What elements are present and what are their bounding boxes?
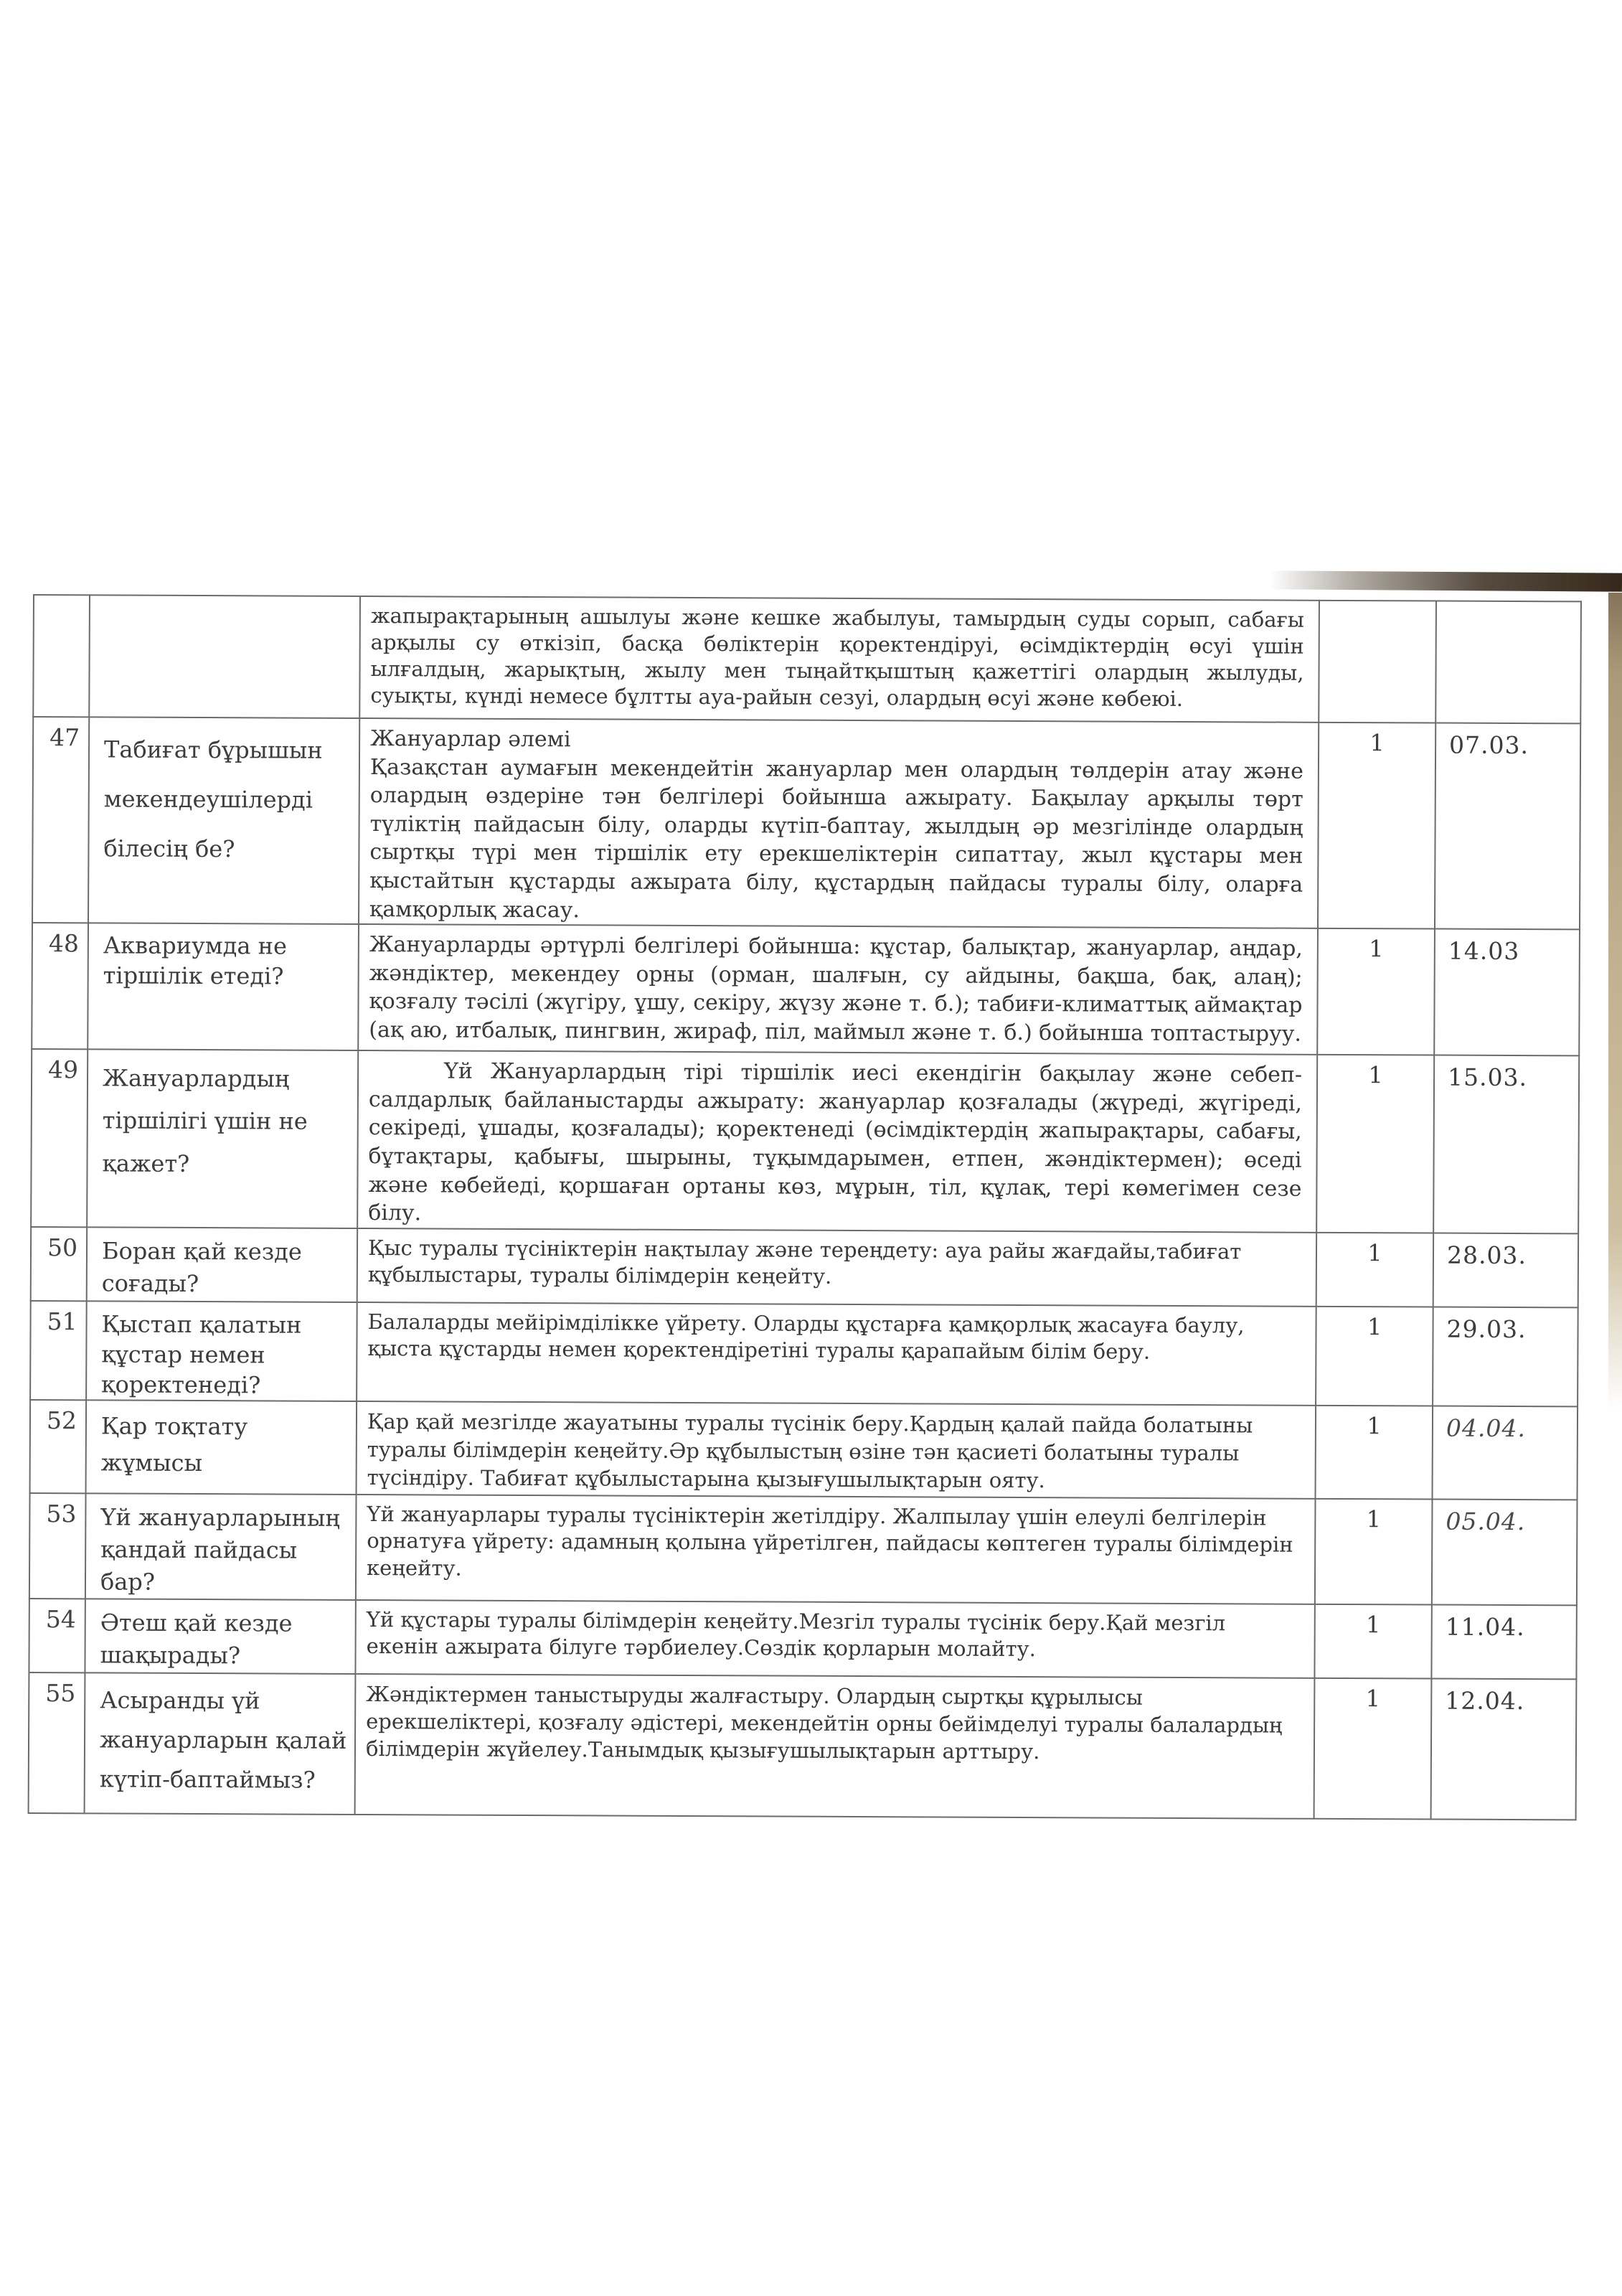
lesson-plan-table (28, 594, 1582, 1820)
hours-cell: 1 (1316, 1406, 1433, 1500)
description-cell: жапырақтарының ашылуы және кешке жабылуы, тамырдың суды сорып, сабағы арқылы су өткізіп, басқа бөліктерін қоректендіруі, өсімдіктердің өсуі үшін ылғалдың, жарықтың, жылу мен тыңайтқыштың қажеттігі олардың жылуды, суықты, күнді немесе бұлтты ауа-райын сезуі, олардың өсуі және көбеюі. (359, 596, 1319, 723)
row-number-cell: 51 (30, 1301, 87, 1401)
scan-edge-shadow-top-right (1270, 570, 1622, 591)
description-cell: Балаларды мейірімділікке үйрету. Оларды құстарға қамқорлық жасауға баулу, қыста құстарды немен қоректендіретіні туралы қарапайым білім беру. (357, 1302, 1316, 1406)
hours-cell: 1 (1314, 1604, 1431, 1678)
description-cell: Қар қай мезгілде жауатыны туралы түсінік беру.Қардың қалай пайда болатыны туралы білімдерін кеңейту.Әр құбылыстың өзіне тән қасиеті болатыны туралы түсіндіру. Табиғат құбылыстарына қызығушылықтарын ояту. (357, 1401, 1316, 1499)
table-row (31, 1227, 1578, 1307)
date-cell: 14.03 (1434, 929, 1580, 1056)
table-row (29, 1599, 1576, 1679)
date-cell: 12.04. (1431, 1678, 1577, 1820)
row-number-cell: 48 (32, 923, 88, 1049)
row-number-cell: 54 (29, 1599, 85, 1672)
hours-cell: 1 (1314, 1678, 1432, 1819)
date-cell: 05.04. (1432, 1500, 1578, 1605)
hours-cell: 1 (1316, 1306, 1433, 1406)
hours-cell: 1 (1317, 928, 1435, 1055)
description-cell: Жануарларды әртүрлі белгілері бойынша: құстар, балықтар, жануарлар, аңдар, жәндіктер, мекендеу орны (орман, шалғын, су айдыны, бақша, бақ, алаң); қозғалу тәсілі (жүгіру, ұшу, секіру, жүзу және т. б.); табиғи-климаттық аймақтар (ақ аю, итбалық, пингвин, жираф, піл, маймыл және т. б.) бойынша топтастыруу. (358, 924, 1318, 1055)
row-number-cell: 47 (32, 717, 89, 923)
date-cell (1435, 601, 1581, 724)
topic-cell: Табиғат бұрышын мекендеушілерді білесің бе? (88, 717, 359, 924)
row-number-cell: 53 (29, 1493, 86, 1599)
table-row (32, 923, 1580, 1055)
topic-cell: Боран қай кезде соғады? (87, 1227, 357, 1302)
hours-cell: 1 (1316, 1233, 1433, 1307)
date-cell: 28.03. (1433, 1233, 1578, 1307)
topic-cell: Жануарлардың тіршілігі үшін не қажет? (87, 1049, 358, 1228)
table-row (29, 1672, 1577, 1820)
hours-cell: 1 (1316, 1055, 1434, 1233)
lesson-plan-table-wrap (28, 594, 1582, 1820)
description-cell: Үй құстары туралы білімдерін кеңейту.Мезгіл туралы түсінік беру.Қай мезгіл екенін ажырата білуге тәрбиелеу.Сөздік қорларын молайту. (355, 1600, 1314, 1678)
topic-cell: Қар тоқтату жұмысы (86, 1401, 357, 1495)
topic-cell (89, 595, 360, 718)
table-row (31, 1049, 1579, 1233)
topic-cell: Асыранды үй жануарларын қалай күтіп-баптаймыз? (85, 1672, 356, 1815)
description-cell: Қыс туралы түсініктерін нақтылау және тереңдету: ауа райы жағдайы,табиғат құбылыстары, туралы білімдерін кеңейту. (357, 1228, 1316, 1307)
date-cell: 11.04. (1431, 1604, 1576, 1679)
date-cell: 15.03. (1433, 1055, 1579, 1233)
table-row (30, 1301, 1578, 1407)
row-number-cell: 55 (29, 1672, 85, 1813)
hours-cell (1319, 601, 1436, 723)
date-cell: 04.04. (1433, 1406, 1578, 1500)
topic-cell: Қыстап қалатын құстар немен қоректенеді? (86, 1301, 357, 1401)
row-number-cell: 52 (30, 1400, 87, 1493)
row-number-cell: 50 (31, 1227, 87, 1301)
table-row (30, 1400, 1578, 1500)
hours-cell: 1 (1315, 1499, 1433, 1604)
date-cell: 07.03. (1435, 723, 1580, 930)
date-cell: 29.03. (1433, 1307, 1578, 1407)
row-number-cell (33, 595, 90, 717)
row-number-cell: 49 (31, 1049, 88, 1227)
table-row (29, 1493, 1578, 1605)
hours-cell: 1 (1318, 723, 1435, 929)
description-cell: Үй Жануарлардың тірі тіршілік иесі екендігін бақылау және себеп-салдарлық байланыстарды ажырату: жануарлар қозғалады (жүреді, жүгіреді, секіреді, ұшады, қозғалады); қоректенеді (өсімдіктердің жапырақтары, сабағы, бұтақтары, қабығы, шырыны, тұқымдарымен, етпен, жәндіктермен); өседі және көбейеді, қоршаған ортаны көз, мұрын, тіл, құлақ, тері көмегімен сезе білу. (357, 1050, 1317, 1232)
topic-cell: Аквариумда не тіршілік етеді? (88, 923, 359, 1050)
topic-cell: Әтеш қай кезде шақырады? (85, 1599, 355, 1674)
description-cell: Үй жануарлары туралы түсініктерін жетілдіру. Жалпылау үшін елеулі белгілерін орнатуға үйрету: адамның қолына үйретілген, пайдасы көптеген туралы білімдерін кеңейту. (356, 1495, 1316, 1604)
table-row (32, 717, 1580, 930)
scan-edge-band-right (1608, 593, 1622, 1411)
table-row (33, 595, 1581, 723)
description-cell: Жануарлар әлемі Қазақстан аумағын мекендейтін жануарлар мен олардың төлдерін атау және олардың өздеріне тән белгілері бойынша ажырату. Бақылау арқылы төрт түліктің пайдасын білу, оларды күтіп-баптау, жылдың әр мезгілінде олардың сыртқы түрі мен тіршілік ету ерекшеліктерін сипаттау, жыл құстары мен қыстайтын құстарды ажырата білу, құстардың пайдасы туралы білу, оларға қамқорлық жасау. (359, 718, 1319, 928)
topic-cell: Үй жануарларының қандай пайдасы бар? (85, 1494, 357, 1600)
description-cell: Жәндіктермен таныстыруды жалғастыру. Олардың сыртқы құрылысы ерекшеліктері, қозғалу әдістері, мекендейтін орны бейімделуі туралы балалардың білімдерін жүйелеу.Танымдық қызығушылықтарын арттыру. (355, 1674, 1315, 1819)
